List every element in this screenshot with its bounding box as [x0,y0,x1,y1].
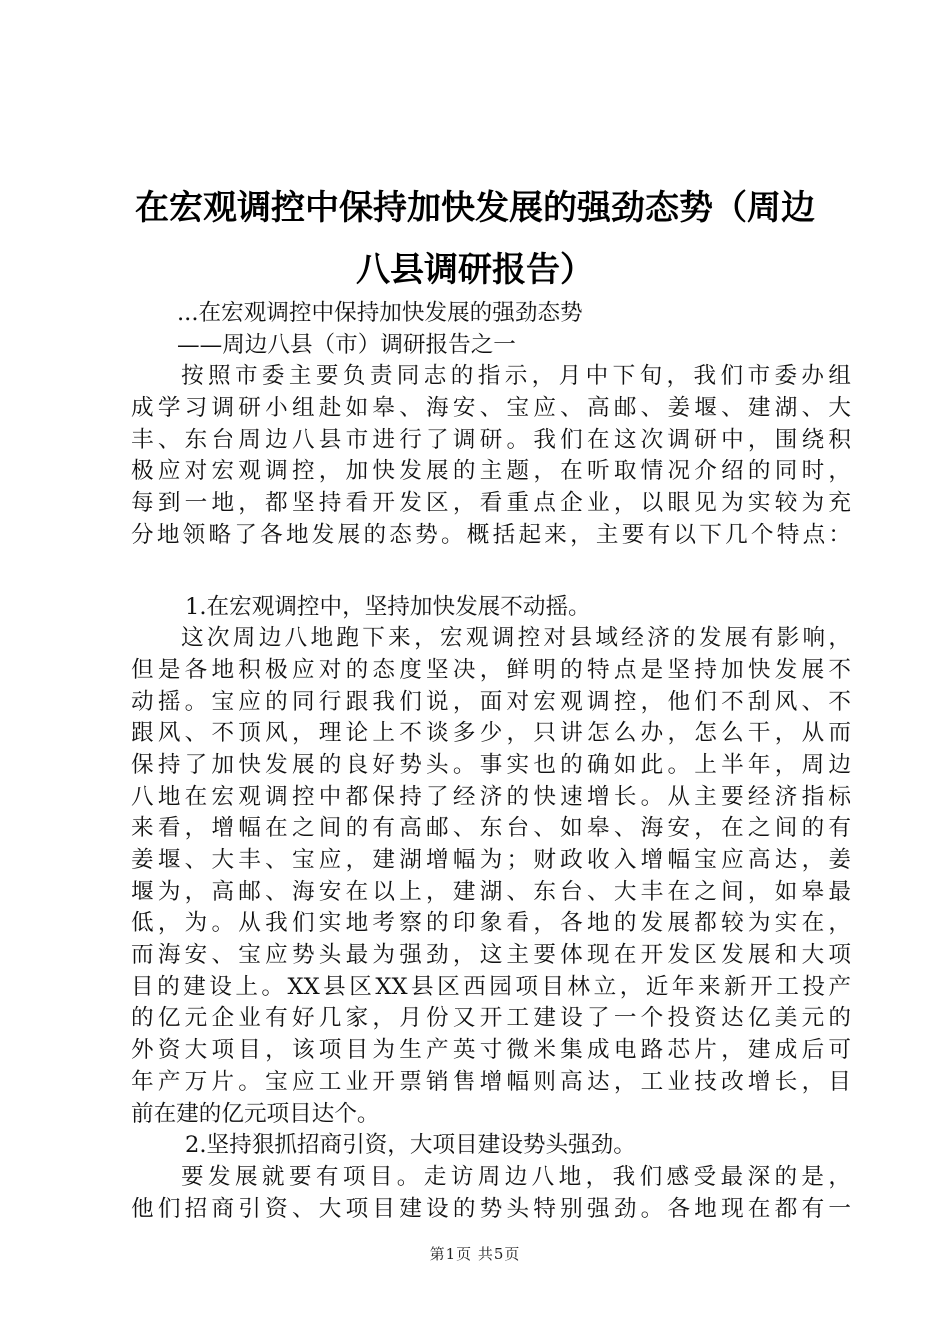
paragraph-line: 而海安、宝应势头最为强劲，这主要体现在开发区发展和大项 [131,942,851,969]
paragraph-line: 成学习调研小组赴如皋、海安、宝应、高邮、姜堰、建湖、大 [131,395,851,422]
paragraph-line: 丰、东台周边八县市进行了调研。我们在这次调研中，围绕积 [131,426,851,453]
document-title-line-2: 八县调研报告） [356,250,594,290]
paragraph-line: 动摇。宝应的同行跟我们说，面对宏观调控，他们不刮风、不 [131,688,851,715]
paragraph-line: 八地在宏观调控中都保持了经济的快速增长。从主要经济指标 [131,783,851,810]
paragraph-line: 这次周边八地跑下来，宏观调控对县域经济的发展有影响， [181,625,851,652]
paragraph-line: 保持了加快发展的良好势头。事实也的确如此。上半年，周边 [131,751,851,778]
section-heading: 1.在宏观调控中，坚持加快发展不动摇。 [185,593,591,620]
paragraph-line: 要发展就要有项目。走访周边八地，我们感受最深的是， [181,1163,851,1190]
paragraph-line: 他们招商引资、大项目建设的势头特别强劲。各地现在都有一 [131,1195,851,1222]
paragraph-line: 分地领略了各地发展的态势。概括起来，主要有以下几个特点： [131,521,851,548]
document-title-line-1: 在宏观调控中保持加快发展的强劲态势（周边 [135,188,815,228]
paragraph-line: 目的建设上。XX县区XX县区西园项目林立，近年来新开工投产 [131,973,851,1000]
paragraph-line: 外资大项目，该项目为生产英寸微米集成电路芯片，建成后可 [131,1037,851,1064]
document-body [131,298,851,1225]
paragraph-line: 每到一地，都坚持看开发区，看重点企业，以眼见为实较为充 [131,490,851,517]
paragraph-line: 前在建的亿元项目达个。 [131,1100,380,1127]
paragraph-line: 姜堰、大丰、宝应，建湖增幅为；财政收入增幅宝应高达，姜 [131,847,851,873]
paragraph-gap [131,552,851,592]
paragraph-line: 按照市委主要负责同志的指示，月中下旬，我们市委办组 [181,363,851,390]
paragraph-line: 来看，增幅在之间的有高邮、东台、如皋、海安，在之间的有 [131,815,851,842]
paragraph-line: 极应对宏观调控，加快发展的主题，在听取情况介绍的同时， [131,458,851,485]
paragraph-line: 年产万片。宝应工业开票销售增幅则高达，工业技改增长，目 [131,1068,851,1095]
paragraph-line: 低，为。从我们实地考察的印象看，各地的发展都较为实在， [131,910,851,937]
section-heading: 2.坚持狠抓招商引资，大项目建设势头强劲。 [185,1132,636,1159]
paragraph-line: 堰为，高邮、海安在以上，建湖、东台、大丰在之间，如皋最 [131,878,851,905]
paragraph-line: 的亿元企业有好几家，月份又开工建设了一个投资达亿美元的 [131,1005,851,1032]
page-footer: 第1页 共5页 [429,1245,521,1263]
subtitle-line: ...在宏观调控中保持加快发展的强劲态势 [177,300,583,326]
subtitle-line: ——周边八县（市）调研报告之一 [177,331,516,358]
paragraph-line: 跟风、不顶风，理论上不谈多少，只讲怎么办，怎么干，从而 [131,720,851,747]
paragraph-line: 但是各地积极应对的态度坚决，鲜明的特点是坚持加快发展不 [131,656,851,683]
